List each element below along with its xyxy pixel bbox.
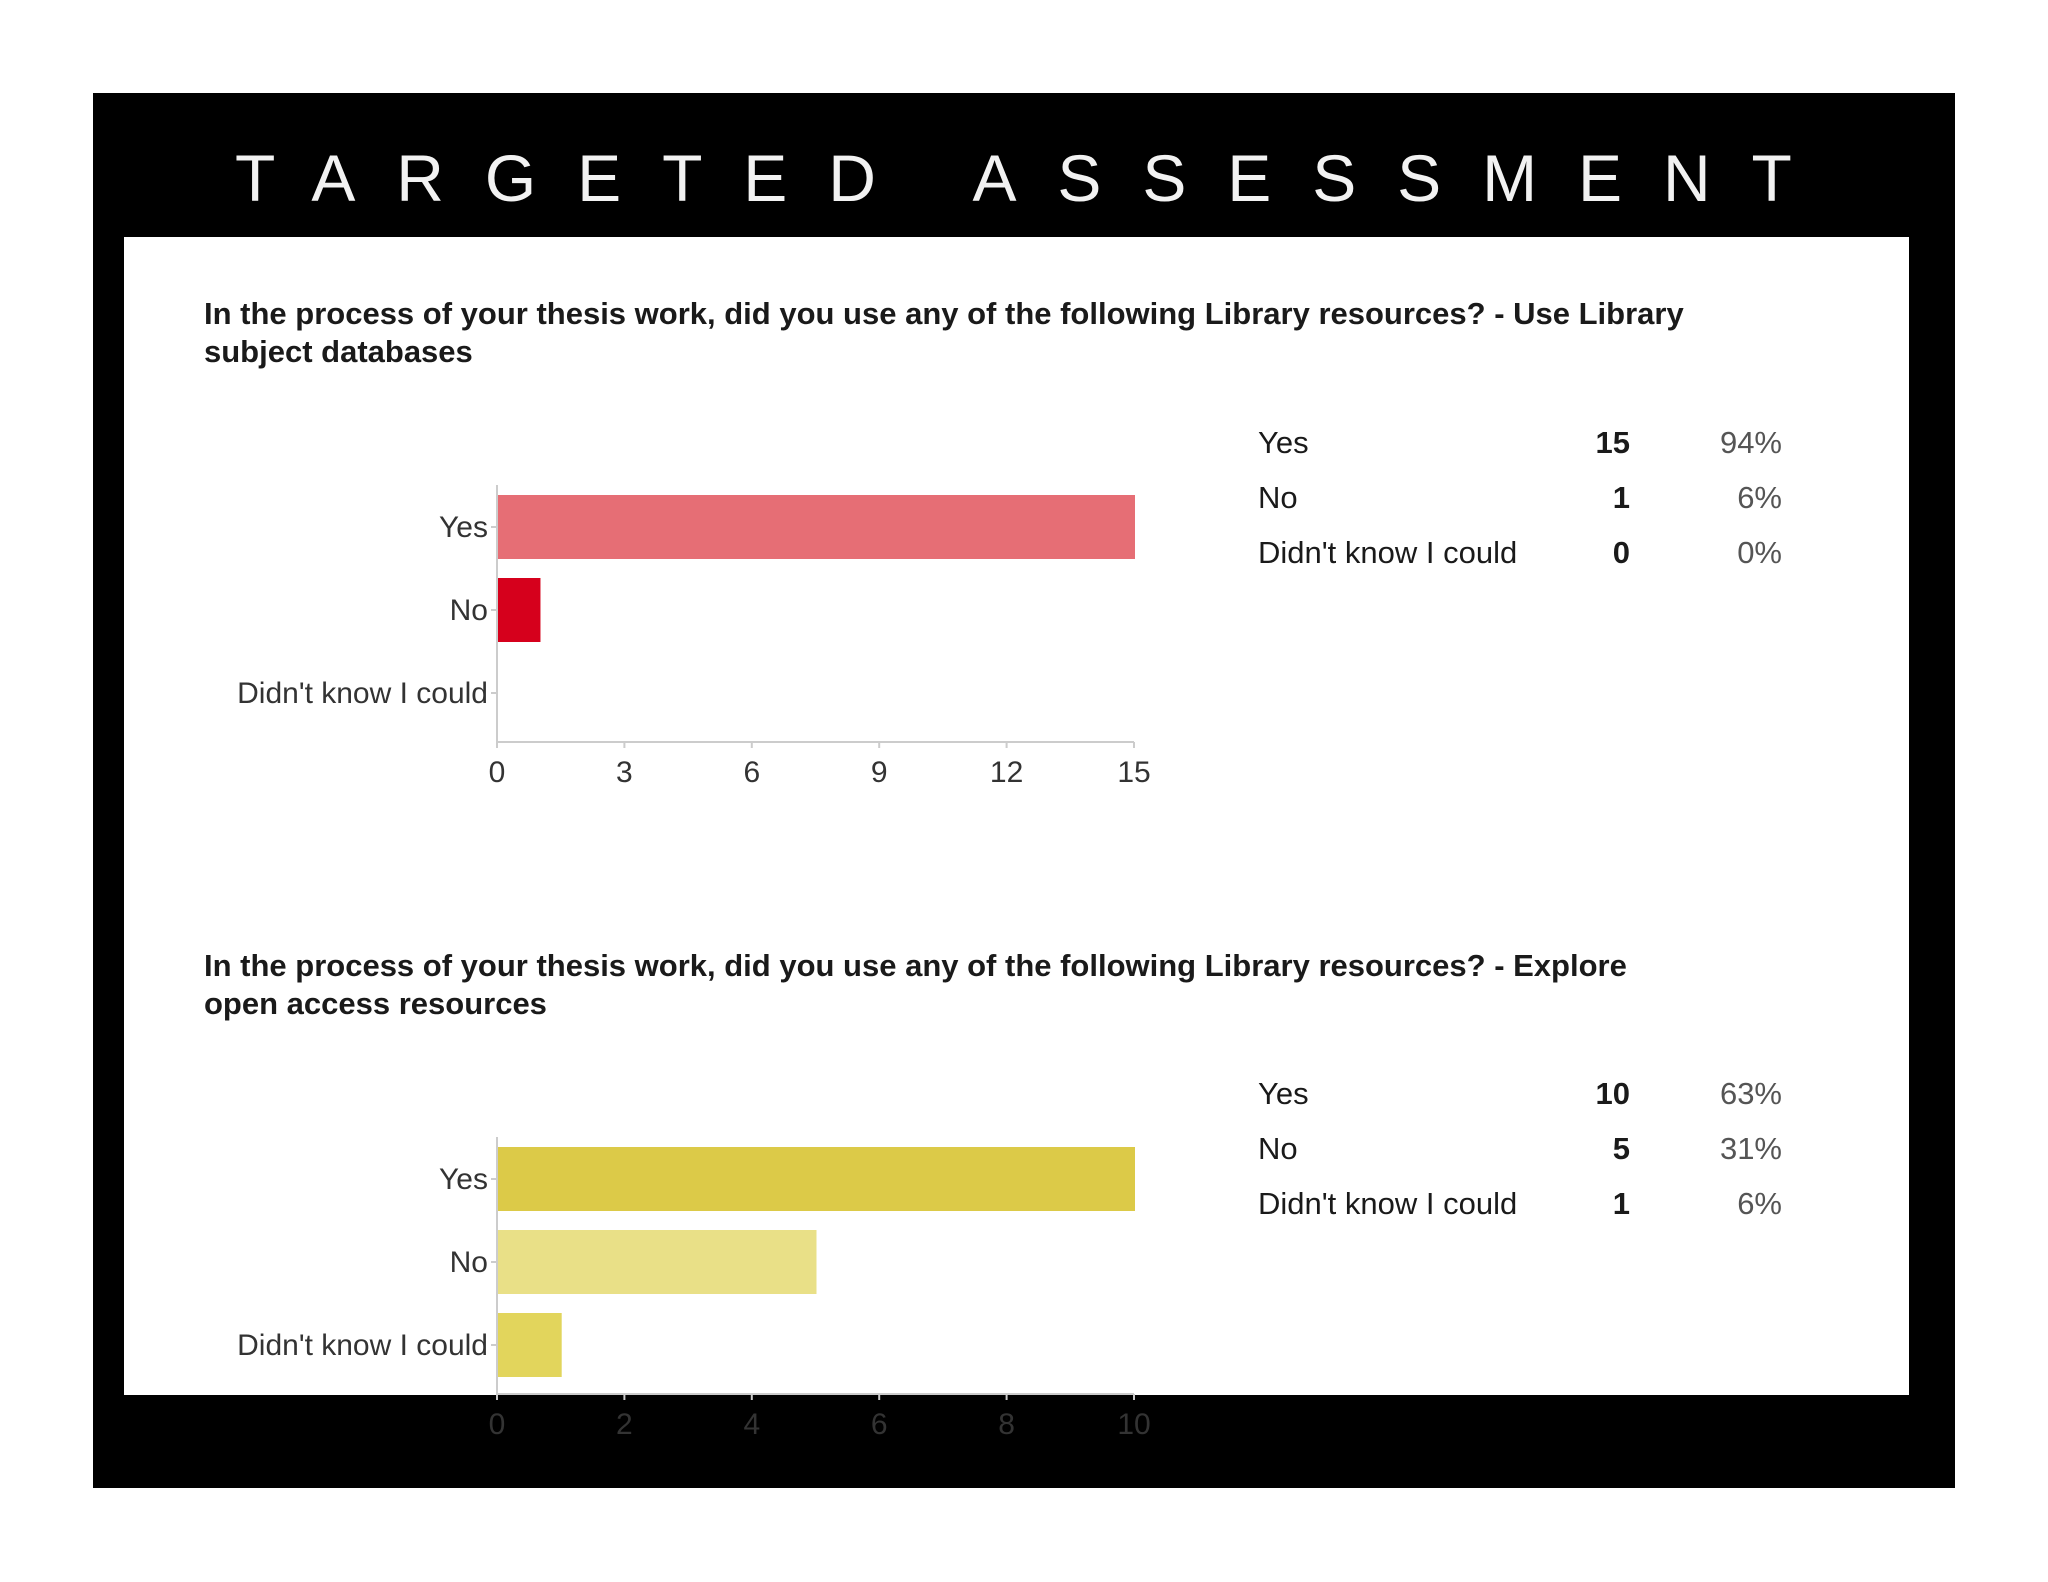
summary-row [1258, 533, 1818, 588]
x-tick-label: 6 [870, 1408, 888, 1441]
category-label: Yes [439, 1163, 488, 1196]
category-label: No [449, 1246, 488, 1279]
summary-label: No [1258, 1131, 1298, 1166]
content-panel [124, 237, 1909, 1441]
category-label: Yes [439, 511, 488, 544]
summary-row [1258, 1074, 1818, 1129]
summary-table-1 [1258, 423, 1818, 588]
summary-table-2 [1258, 1074, 1818, 1239]
x-tick-label: 6 [743, 756, 761, 789]
summary-percent: 63% [1719, 1076, 1782, 1111]
bar [498, 1230, 817, 1294]
summary-count: 5 [1612, 1131, 1630, 1166]
x-tick-label: 9 [870, 756, 888, 789]
x-tick-label: 12 [989, 756, 1024, 789]
x-tick-label: 0 [488, 756, 506, 789]
question-title-1: In the process of your thesis work, did you use any of the following Library resources? - Use Library subject databases [204, 296, 1684, 369]
x-tick-label: 8 [998, 1408, 1015, 1441]
summary-percent: 94% [1719, 425, 1782, 460]
summary-count: 1 [1612, 1186, 1630, 1221]
summary-label: Yes [1258, 425, 1309, 460]
x-tick-label: 15 [1117, 756, 1151, 789]
summary-count: 10 [1595, 1076, 1630, 1111]
x-tick-label: 2 [616, 1408, 633, 1441]
summary-percent: 0% [1737, 535, 1782, 570]
summary-percent: 6% [1737, 1186, 1782, 1221]
x-tick-label: 10 [1117, 1408, 1151, 1441]
summary-percent: 31% [1719, 1131, 1782, 1166]
summary-row [1258, 1129, 1818, 1184]
summary-row [1258, 1184, 1818, 1239]
summary-label: No [1258, 480, 1298, 515]
category-label: No [449, 594, 488, 627]
question-title-2: In the process of your thesis work, did you use any of the following Library resources? - Explore open access resources [204, 948, 1627, 1021]
summary-label: Didn't know I could [1258, 1186, 1518, 1221]
bar-chart-subject-databases [124, 485, 1151, 815]
x-tick-label: 4 [743, 1408, 761, 1441]
summary-row [1258, 423, 1818, 478]
summary-label: Yes [1258, 1076, 1309, 1111]
bar [498, 578, 540, 642]
bar-chart-open-access [124, 1137, 1151, 1467]
x-tick-label: 3 [616, 756, 633, 789]
x-tick-label: 0 [488, 1408, 506, 1441]
summary-percent: 6% [1737, 480, 1782, 515]
bar [498, 495, 1135, 559]
summary-count: 15 [1595, 425, 1630, 460]
bar [498, 1147, 1135, 1211]
bar [498, 1313, 562, 1377]
summary-count: 0 [1612, 535, 1630, 570]
summary-row [1258, 478, 1818, 533]
slide-title: TARGETED ASSESSMENT [235, 141, 1833, 215]
slide [93, 93, 1955, 1488]
summary-count: 1 [1612, 480, 1630, 515]
summary-label: Didn't know I could [1258, 535, 1518, 570]
category-label: Didn't know I could [237, 677, 488, 710]
category-label: Didn't know I could [237, 1329, 488, 1362]
